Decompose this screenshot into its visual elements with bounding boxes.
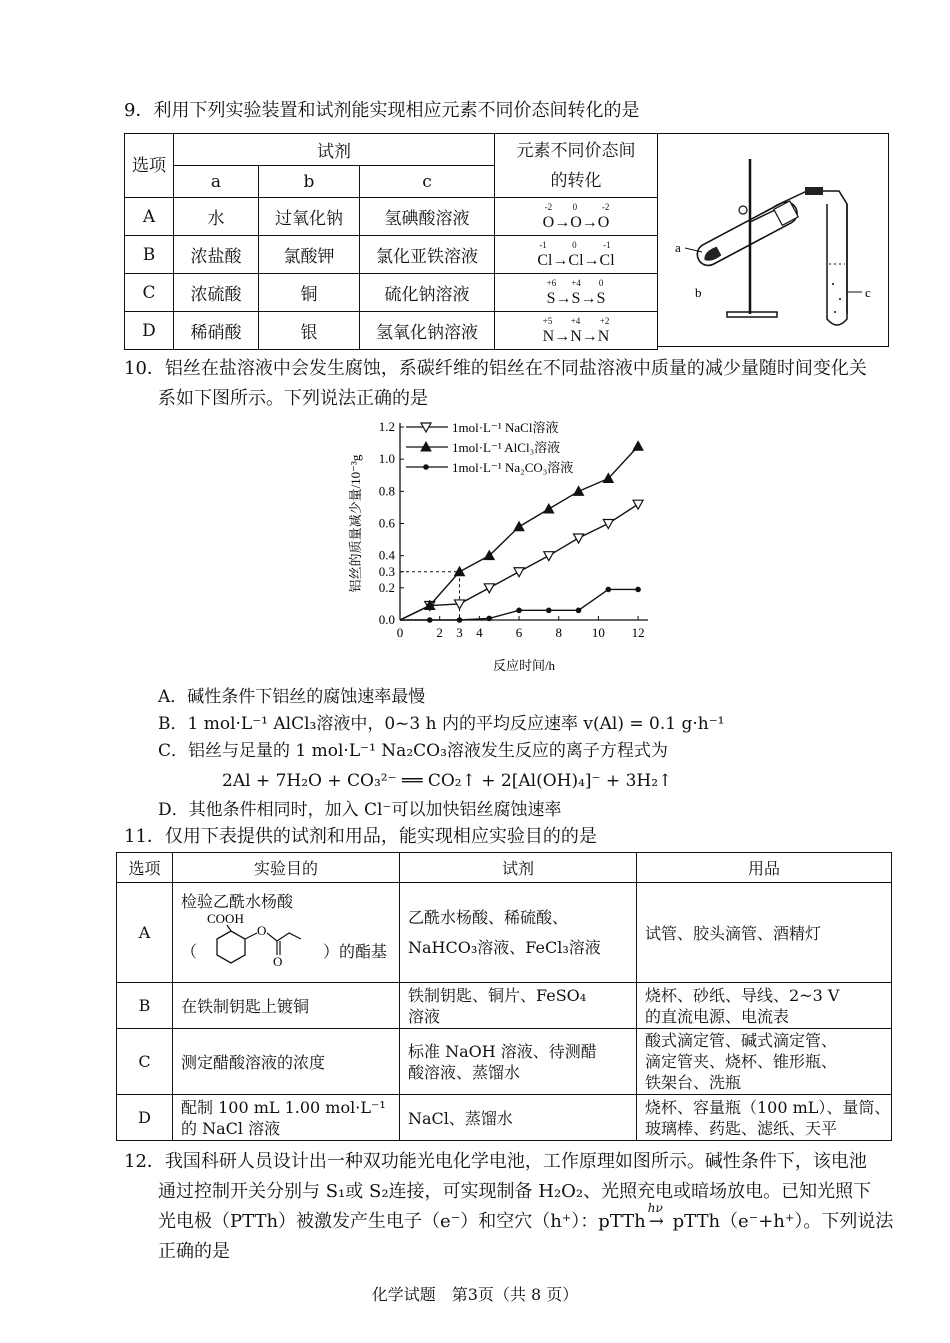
q9-table — [124, 133, 658, 350]
q9-header-option: 选项 — [125, 134, 174, 198]
x-axis-label: 反应时间/h — [492, 658, 556, 673]
data-point — [633, 500, 643, 509]
items-cell: 烧杯、容量瓶（100 mL）、量筒、 玻璃棒、药匙、滤纸、天平 — [637, 1095, 892, 1141]
option-label: A — [117, 883, 173, 983]
data-point — [457, 617, 463, 623]
purpose-cell: 测定醋酸溶液的浓度 — [173, 1029, 400, 1095]
data-point — [514, 522, 524, 531]
data-point — [603, 520, 613, 529]
y-tick-label: 0.0 — [378, 612, 395, 627]
items-cell: 试管、胶头滴管、酒精灯 — [637, 883, 892, 983]
table-row — [117, 1095, 892, 1141]
cell: 硫化钠溶液 — [360, 274, 495, 312]
y-tick-label: 1.2 — [378, 419, 395, 434]
guide-line — [400, 572, 460, 620]
cell: 氢氧化钠溶液 — [360, 312, 495, 350]
reagent-cell: NaCl、蒸馏水 — [400, 1095, 637, 1141]
cell: 氯化亚铁溶液 — [360, 236, 495, 274]
conversion-cell — [495, 274, 658, 312]
data-point — [574, 486, 584, 495]
table-row — [117, 883, 892, 983]
q10-option-d: D．其他条件相同时，加入 Cl⁻可以加快铝丝腐蚀速率 — [158, 800, 562, 820]
legend-marker — [423, 464, 429, 470]
svg-text:O: O — [273, 954, 283, 969]
q9-stem: 9．利用下列实验装置和试剂能实现相应元素不同价态间转化的是 — [124, 100, 640, 121]
cell: 氢碘酸溶液 — [360, 198, 495, 236]
y-tick-label: 0.8 — [378, 483, 395, 499]
reagent-cell: 乙酰水杨酸、稀硫酸、 NaHCO₃溶液、FeCl₃溶液 — [400, 883, 637, 983]
label-c: c — [865, 285, 871, 300]
q11-table — [116, 852, 892, 1141]
q10-option-b: B．1 mol·L⁻¹ AlCl₃溶液中，0~3 h 内的平均反应速率 v(Al) = 0.1 g·h⁻¹ — [158, 714, 725, 734]
option-label: B — [125, 236, 174, 274]
cell: 浓盐酸 — [174, 236, 259, 274]
legend-label: 1mol·L⁻¹ AlCl₃溶液 — [452, 440, 561, 455]
cell: 稀硝酸 — [174, 312, 259, 350]
x-tick-label: 10 — [591, 625, 605, 640]
apparatus-box — [657, 133, 889, 347]
corrosion-chart — [330, 413, 660, 685]
x-tick-label: 0 — [396, 625, 404, 640]
q12-line1: 12．我国科研人员设计出一种双功能光电化学电池，工作原理如图所示。碱性条件下，该电池 — [124, 1151, 867, 1172]
q11-header-purpose: 实验目的 — [173, 853, 400, 883]
q10-option-c-equation: 2Al + 7H₂O + CO₃²⁻ ══ CO₂↑ + 2[Al(OH)₄]⁻ + 3H₂↑ — [222, 771, 673, 791]
x-tick-label: 6 — [515, 625, 523, 640]
table-row — [125, 236, 658, 274]
option-label: A — [125, 198, 174, 236]
y-tick-label: 0.4 — [378, 547, 395, 563]
cell: 氯酸钾 — [259, 236, 360, 274]
y-tick-label: 0.2 — [378, 579, 395, 595]
page-footer: 化学试题 第3页（共 8 页） — [371, 1285, 579, 1304]
svg-text:COOH: COOH — [207, 911, 244, 926]
data-point — [576, 608, 582, 614]
cell: 过氧化钠 — [259, 198, 360, 236]
x-tick-label: 2 — [436, 625, 443, 640]
conversion-cell — [495, 312, 658, 350]
items-cell: 酸式滴定管、碱式滴定管、 滴定管夹、烧杯、锥形瓶、 铁架台、洗瓶 — [637, 1029, 892, 1095]
table-row — [125, 312, 658, 350]
data-point — [427, 617, 433, 623]
data-point — [635, 587, 641, 593]
q10-option-a: A．碱性条件下铝丝的腐蚀速率最慢 — [158, 687, 426, 707]
table-row — [125, 198, 658, 236]
data-point — [546, 608, 552, 614]
option-label: B — [117, 983, 173, 1029]
data-point — [514, 568, 524, 577]
table-row — [125, 274, 658, 312]
data-point — [606, 587, 612, 593]
label-b: b — [695, 285, 702, 300]
legend-label: 1mol·L⁻¹ NaCl溶液 — [452, 420, 559, 435]
table-row — [117, 1029, 892, 1095]
cell: 银 — [259, 312, 360, 350]
data-point — [544, 552, 554, 561]
option-label: C — [117, 1029, 173, 1095]
q12-line4: 正确的是 — [158, 1241, 230, 1262]
purpose-cell: 在铁制钥匙上镀铜 — [173, 983, 400, 1029]
x-tick-label: 3 — [456, 625, 463, 640]
aspirin-structure — [197, 911, 317, 981]
legend-label: 1mol·L⁻¹ Na₂CO₃溶液 — [452, 460, 574, 475]
items-cell: 烧杯、砂纸、导线、2~3 V 的直流电源、电流表 — [637, 983, 892, 1029]
q10-stem-line1: 10．铝丝在盐溶液中会发生腐蚀，系碳纤维的铝丝在不同盐溶液中质量的减少量随时间变化关 — [124, 358, 867, 379]
reagent-cell: 标准 NaOH 溶液、待测醋 酸溶液、蒸馏水 — [400, 1029, 637, 1095]
conversion: -2 0 -2 O→O→O — [542, 201, 610, 231]
option-label: D — [125, 312, 174, 350]
q11-header-items: 用品 — [637, 853, 892, 883]
q9-header-c: c — [360, 166, 495, 198]
data-point — [633, 441, 643, 450]
conversion-cell — [495, 198, 658, 236]
y-tick-label: 0.6 — [378, 515, 395, 531]
conversion: +5 +4 +2 N→N→N — [542, 315, 610, 345]
y-tick-label: 1.0 — [378, 451, 395, 467]
conversion: +6 +4 0 S→S→S — [546, 277, 606, 307]
q11-stem: 11．仅用下表提供的试剂和用品，能实现相应实验目的的是 — [124, 826, 597, 847]
cell: 铜 — [259, 274, 360, 312]
data-point — [574, 534, 584, 543]
x-tick-label: 4 — [476, 625, 483, 640]
data-point — [486, 616, 492, 622]
q9-header-a: a — [174, 166, 259, 198]
cell: 水 — [174, 198, 259, 236]
label-a: a — [675, 240, 681, 255]
y-axis-label: 铝丝的质量减少量/10⁻³g — [348, 454, 363, 593]
table-row — [117, 983, 892, 1029]
option-label: D — [117, 1095, 173, 1141]
conversion: -1 0 -1 Cl→Cl→Cl — [537, 239, 615, 269]
data-point — [484, 584, 494, 593]
conversion-cell — [495, 236, 658, 274]
q9-header-reagent: 试剂 — [174, 134, 495, 166]
x-tick-label: 12 — [631, 625, 645, 640]
q9-header-b: b — [259, 166, 360, 198]
q12-line2: 通过控制开关分别与 S₁或 S₂连接，可实现制备 H₂O₂、光照充电或暗场放电。已知光照下 — [158, 1181, 872, 1202]
svg-text:O: O — [257, 923, 267, 938]
x-tick-label: 8 — [555, 625, 562, 640]
purpose-cell: 配制 100 mL 1.00 mol·L⁻¹ 的 NaCl 溶液 — [173, 1095, 400, 1141]
q11-header-option: 选项 — [117, 853, 173, 883]
q9-header-conversion: 元素不同价态间 的转化 — [495, 134, 658, 198]
reagent-cell: 铁制钥匙、铜片、FeSO₄ 溶液 — [400, 983, 637, 1029]
data-point — [544, 504, 554, 513]
y-tick-label: 0.3 — [378, 563, 395, 579]
purpose-cell: 检验乙酰水杨酸 （ ）的酯基 COOH O O — [173, 883, 400, 983]
q12-line3: 光电极（PTTh）被激发产生电子（e⁻）和空穴（h⁺）：pTTh hν → pTTh（e⁻+h⁺）。下列说法 — [158, 1201, 894, 1232]
apparatus-diagram — [657, 134, 888, 346]
q10-option-c: C．铝丝与足量的 1 mol·L⁻¹ Na₂CO₃溶液发生反应的离子方程式为 — [158, 741, 668, 761]
option-label: C — [125, 274, 174, 312]
cell: 浓硫酸 — [174, 274, 259, 312]
q10-stem-line2: 系如下图所示。下列说法正确的是 — [158, 388, 428, 409]
q11-header-reagent: 试剂 — [400, 853, 637, 883]
data-point — [516, 608, 522, 614]
